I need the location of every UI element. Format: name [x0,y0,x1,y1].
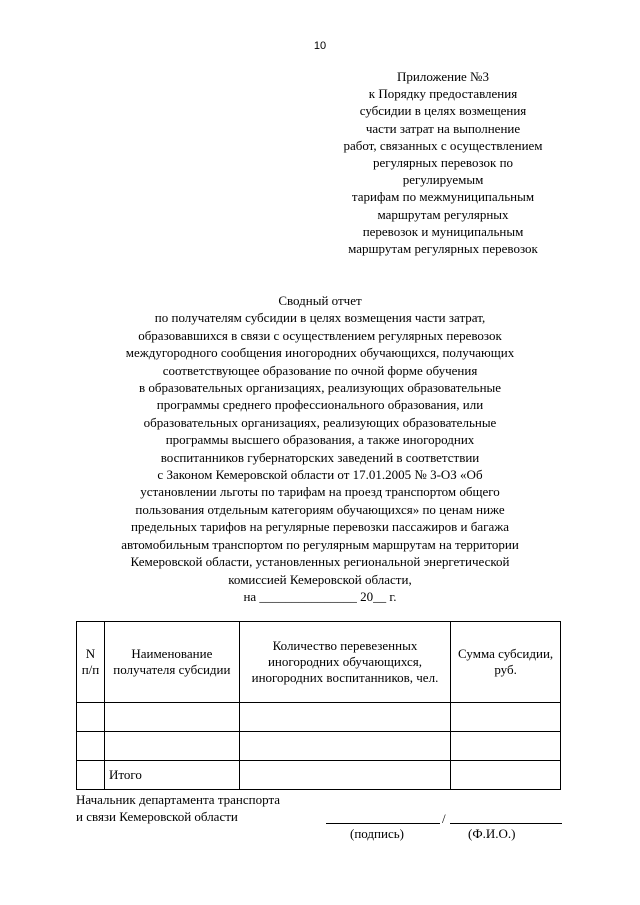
appendix-line: тарифам по межмуниципальным [351,189,535,205]
signature-block [76,791,576,851]
appendix-line: субсидии в целях возмещения [359,103,527,119]
page-number: 10 [313,40,327,52]
table-cell [239,703,450,732]
signature-separator: / [442,811,446,826]
name-caption: (Ф.И.О.) [468,826,516,841]
table-cell [451,761,561,790]
report-line: образовавшихся в связи с осуществлением регулярных перевозок [138,327,502,343]
report-title-block [70,292,570,605]
report-line: установлении льготы по тарифам на проезд транспортом общего [140,484,500,500]
report-line: соответствующее образование по очной форме обучения [162,362,478,378]
table-cell [104,703,239,732]
report-title: Сводный отчет [278,293,362,308]
table-cell [77,732,105,761]
signatory-title-line: и связи Кемеровской области [76,809,238,824]
name-line [450,823,562,824]
signature-caption: (подпись) [350,826,404,841]
appendix-line: Приложение №3 [397,69,489,84]
table-cell [77,761,105,790]
table-cell [451,732,561,761]
table-row [77,732,561,761]
header-quantity: Количество перевезенных иногородних обучающихся, иногородних воспитанников, чел. [239,622,450,703]
report-line: образовательных организациях, реализующих образовательные [143,414,497,430]
table-cell [451,703,561,732]
report-line: междугородного сообщения иногородних обучающихся, получающих [125,345,515,361]
appendix-line: маршрутам регулярных перевозок [348,241,538,257]
appendix-line: регулярных перевозок по [372,155,514,171]
report-line: с Законом Кемеровской области от 17.01.2005 № 3-ОЗ «Об [157,467,483,483]
report-line: предельных тарифов на регулярные перевозки пассажиров и багажа [130,519,510,535]
report-line: по получателям субсидии в целях возмещения части затрат, [154,310,486,326]
header-number: N п/п [77,622,105,703]
appendix-line: регулируемым [402,172,484,188]
table-cell [77,703,105,732]
signature-line [326,823,440,824]
appendix-line: маршрутам регулярных [377,206,509,222]
report-line: программы среднего профессионального образования, или [156,397,484,413]
report-line: Кемеровской области, установленных региональной энергетической [130,554,510,570]
table-total-row [77,761,561,790]
table-cell [239,732,450,761]
appendix-line: работ, связанных с осуществлением [343,137,543,153]
table-cell [104,732,239,761]
header-recipient: Наименование получателя субсидии [104,622,239,703]
report-line: воспитанников губернаторских заведений в соответствии [160,449,480,465]
report-date-line: на _______________ 20__ г. [243,588,397,604]
table-header-row [77,622,561,703]
header-amount: Сумма субсидии, руб. [451,622,561,703]
signatory-title-line: Начальник департамента транспорта [76,792,281,807]
appendix-line: части затрат на выполнение [365,120,521,136]
summary-table [76,621,561,790]
report-line: пользования отдельным категориям обучающихся» по ценам ниже [135,501,505,517]
report-line: комиссией Кемеровской области, [228,571,412,587]
table-row [77,703,561,732]
signatory-title [76,791,576,825]
total-label: Итого [104,761,239,790]
table-cell [239,761,450,790]
report-line: в образовательных организациях, реализующих образовательные [138,380,502,396]
appendix-header [318,68,568,257]
report-line: программы высшего образования, а также иногородних [165,432,475,448]
appendix-line: перевозок и муниципальным [362,223,524,239]
report-line: автомобильным транспортом по регулярным маршрутам на территории [121,536,519,552]
appendix-line: к Порядку предоставления [368,86,518,102]
